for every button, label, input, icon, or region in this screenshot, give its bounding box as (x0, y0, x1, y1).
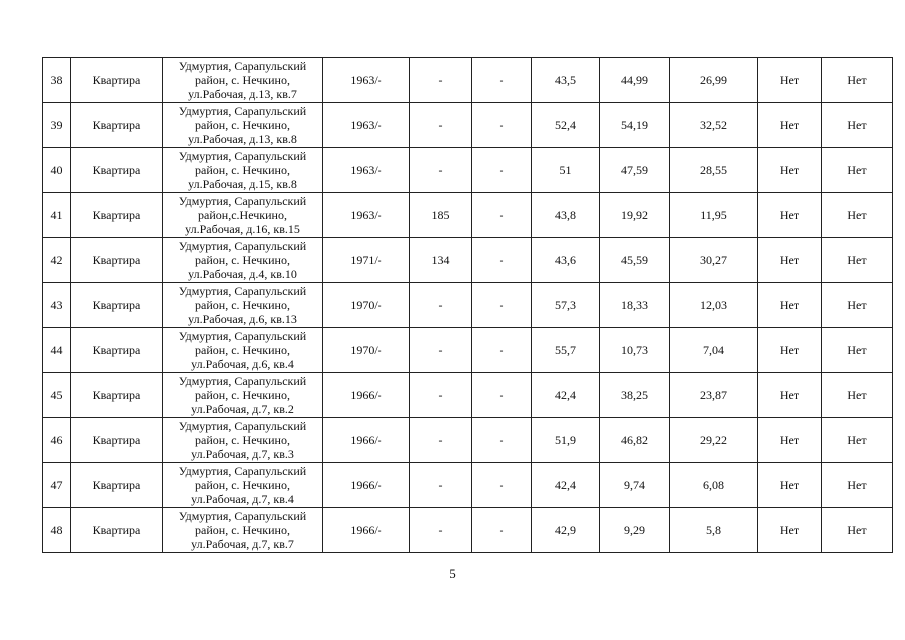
year-cell: 1971/- (323, 238, 410, 283)
year-cell: 1966/- (323, 418, 410, 463)
area-cell: 57,3 (532, 283, 600, 328)
value-2-cell: - (472, 373, 532, 418)
cost-1-cell: 45,59 (600, 238, 670, 283)
address-line: район, с. Нечкино, (195, 522, 290, 537)
cost-2-cell: 12,03 (670, 283, 758, 328)
area-cell: 51 (532, 148, 600, 193)
value-1-cell: - (410, 508, 472, 553)
object-type-cell: Квартира (71, 373, 163, 418)
address-cell (163, 148, 323, 193)
row-number-cell: 39 (43, 103, 71, 148)
value-2-cell: - (472, 508, 532, 553)
value-1-cell: - (410, 283, 472, 328)
cost-1-cell: 44,99 (600, 58, 670, 103)
object-type-cell: Квартира (71, 463, 163, 508)
flag-1-cell: Нет (758, 508, 822, 553)
year-cell: 1966/- (323, 463, 410, 508)
object-type-cell: Квартира (71, 103, 163, 148)
property-table (42, 57, 893, 553)
table-row (43, 373, 893, 418)
address-cell (163, 283, 323, 328)
cost-1-cell: 9,29 (600, 508, 670, 553)
cost-2-cell: 29,22 (670, 418, 758, 463)
flag-2-cell: Нет (822, 193, 893, 238)
cost-2-cell: 11,95 (670, 193, 758, 238)
address-cell (163, 103, 323, 148)
area-cell: 43,8 (532, 193, 600, 238)
row-number-cell: 43 (43, 283, 71, 328)
address-line: Удмуртия, Сарапульский (178, 238, 307, 253)
object-type-cell: Квартира (71, 508, 163, 553)
address-line: Удмуртия, Сарапульский (178, 193, 307, 208)
address-line: ул.Рабочая, д.7, кв.4 (191, 492, 294, 507)
address-line: Удмуртия, Сарапульский (178, 58, 307, 73)
table-body (43, 58, 893, 553)
value-2-cell: - (472, 148, 532, 193)
object-type-cell: Квартира (71, 58, 163, 103)
address-line: Удмуртия, Сарапульский (178, 508, 307, 523)
address-line: ул.Рабочая, д.15, кв.8 (188, 177, 297, 192)
address-line: ул.Рабочая, д.16, кв.15 (185, 222, 300, 237)
address-line: район, с. Нечкино, (195, 162, 290, 177)
value-1-cell: 185 (410, 193, 472, 238)
value-1-cell: - (410, 103, 472, 148)
flag-1-cell: Нет (758, 193, 822, 238)
flag-2-cell: Нет (822, 148, 893, 193)
value-2-cell: - (472, 283, 532, 328)
table-row (43, 58, 893, 103)
address-line: район, с. Нечкино, (195, 342, 290, 357)
object-type-cell: Квартира (71, 418, 163, 463)
area-cell: 42,9 (532, 508, 600, 553)
address-line: Удмуртия, Сарапульский (178, 328, 307, 343)
value-1-cell: 134 (410, 238, 472, 283)
address-line: ул.Рабочая, д.7, кв.2 (191, 402, 294, 417)
flag-2-cell: Нет (822, 238, 893, 283)
value-2-cell: - (472, 328, 532, 373)
table-row (43, 193, 893, 238)
row-number-cell: 46 (43, 418, 71, 463)
object-type-cell: Квартира (71, 238, 163, 283)
year-cell: 1963/- (323, 58, 410, 103)
value-1-cell: - (410, 373, 472, 418)
area-cell: 51,9 (532, 418, 600, 463)
object-type-cell: Квартира (71, 283, 163, 328)
flag-1-cell: Нет (758, 238, 822, 283)
address-line: ул.Рабочая, д.6, кв.4 (191, 357, 294, 372)
value-2-cell: - (472, 193, 532, 238)
row-number-cell: 44 (43, 328, 71, 373)
cost-1-cell: 10,73 (600, 328, 670, 373)
year-cell: 1963/- (323, 193, 410, 238)
area-cell: 43,5 (532, 58, 600, 103)
value-2-cell: - (472, 103, 532, 148)
flag-2-cell: Нет (822, 373, 893, 418)
area-cell: 42,4 (532, 373, 600, 418)
value-1-cell: - (410, 328, 472, 373)
year-cell: 1963/- (323, 148, 410, 193)
area-cell: 43,6 (532, 238, 600, 283)
cost-2-cell: 7,04 (670, 328, 758, 373)
table-row (43, 418, 893, 463)
flag-2-cell: Нет (822, 58, 893, 103)
row-number-cell: 40 (43, 148, 71, 193)
table-row (43, 103, 893, 148)
address-line: Удмуртия, Сарапульский (178, 103, 307, 118)
address-cell (163, 508, 323, 553)
table-row (43, 148, 893, 193)
address-line: район, с. Нечкино, (195, 117, 290, 132)
table-row (43, 508, 893, 553)
area-cell: 52,4 (532, 103, 600, 148)
flag-1-cell: Нет (758, 283, 822, 328)
address-line: район, с. Нечкино, (195, 252, 290, 267)
address-cell (163, 58, 323, 103)
address-line: Удмуртия, Сарапульский (178, 418, 307, 433)
cost-1-cell: 46,82 (600, 418, 670, 463)
area-cell: 55,7 (532, 328, 600, 373)
flag-1-cell: Нет (758, 463, 822, 508)
value-2-cell: - (472, 58, 532, 103)
address-line: ул.Рабочая, д.6, кв.13 (188, 312, 297, 327)
year-cell: 1970/- (323, 283, 410, 328)
flag-1-cell: Нет (758, 148, 822, 193)
cost-2-cell: 30,27 (670, 238, 758, 283)
address-line: ул.Рабочая, д.7, кв.3 (191, 447, 294, 462)
flag-2-cell: Нет (822, 283, 893, 328)
row-number-cell: 38 (43, 58, 71, 103)
cost-1-cell: 9,74 (600, 463, 670, 508)
flag-1-cell: Нет (758, 103, 822, 148)
cost-1-cell: 18,33 (600, 283, 670, 328)
row-number-cell: 48 (43, 508, 71, 553)
cost-1-cell: 47,59 (600, 148, 670, 193)
value-1-cell: - (410, 418, 472, 463)
flag-2-cell: Нет (822, 508, 893, 553)
table-row (43, 328, 893, 373)
address-cell (163, 418, 323, 463)
flag-2-cell: Нет (822, 328, 893, 373)
year-cell: 1966/- (323, 373, 410, 418)
table-row (43, 283, 893, 328)
cost-2-cell: 28,55 (670, 148, 758, 193)
page-number: 5 (449, 566, 456, 581)
flag-1-cell: Нет (758, 373, 822, 418)
value-2-cell: - (472, 463, 532, 508)
table-row (43, 238, 893, 283)
value-1-cell: - (410, 58, 472, 103)
object-type-cell: Квартира (71, 328, 163, 373)
cost-1-cell: 38,25 (600, 373, 670, 418)
cost-2-cell: 32,52 (670, 103, 758, 148)
year-cell: 1963/- (323, 103, 410, 148)
flag-1-cell: Нет (758, 328, 822, 373)
flag-2-cell: Нет (822, 103, 893, 148)
flag-1-cell: Нет (758, 58, 822, 103)
property-table-container (42, 57, 893, 553)
address-cell (163, 193, 323, 238)
cost-1-cell: 54,19 (600, 103, 670, 148)
cost-2-cell: 6,08 (670, 463, 758, 508)
address-cell (163, 463, 323, 508)
row-number-cell: 47 (43, 463, 71, 508)
year-cell: 1970/- (323, 328, 410, 373)
address-line: ул.Рабочая, д.4, кв.10 (188, 267, 297, 282)
address-line: ул.Рабочая, д.13, кв.8 (188, 132, 297, 147)
year-cell: 1966/- (323, 508, 410, 553)
value-2-cell: - (472, 238, 532, 283)
flag-1-cell: Нет (758, 418, 822, 463)
address-line: Удмуртия, Сарапульский (178, 463, 307, 478)
row-number-cell: 45 (43, 373, 71, 418)
cost-2-cell: 5,8 (670, 508, 758, 553)
object-type-cell: Квартира (71, 148, 163, 193)
address-line: район, с. Нечкино, (195, 477, 290, 492)
cost-1-cell: 19,92 (600, 193, 670, 238)
table-row (43, 463, 893, 508)
address-cell (163, 373, 323, 418)
object-type-cell: Квартира (71, 193, 163, 238)
address-line: Удмуртия, Сарапульский (178, 373, 307, 388)
address-line: район, с. Нечкино, (195, 387, 290, 402)
value-1-cell: - (410, 463, 472, 508)
address-cell (163, 328, 323, 373)
flag-2-cell: Нет (822, 463, 893, 508)
area-cell: 42,4 (532, 463, 600, 508)
flag-2-cell: Нет (822, 418, 893, 463)
address-line: район, с. Нечкино, (195, 72, 290, 87)
address-line: ул.Рабочая, д.7, кв.7 (191, 537, 294, 552)
value-2-cell: - (472, 418, 532, 463)
row-number-cell: 41 (43, 193, 71, 238)
address-line: район, с. Нечкино, (195, 432, 290, 447)
address-line: район,с.Нечкино, (198, 207, 287, 222)
value-1-cell: - (410, 148, 472, 193)
address-line: район, с. Нечкино, (195, 297, 290, 312)
address-line: Удмуртия, Сарапульский (178, 283, 307, 298)
address-line: Удмуртия, Сарапульский (178, 148, 307, 163)
address-line: ул.Рабочая, д.13, кв.7 (188, 87, 297, 102)
cost-2-cell: 26,99 (670, 58, 758, 103)
address-cell (163, 238, 323, 283)
cost-2-cell: 23,87 (670, 373, 758, 418)
row-number-cell: 42 (43, 238, 71, 283)
